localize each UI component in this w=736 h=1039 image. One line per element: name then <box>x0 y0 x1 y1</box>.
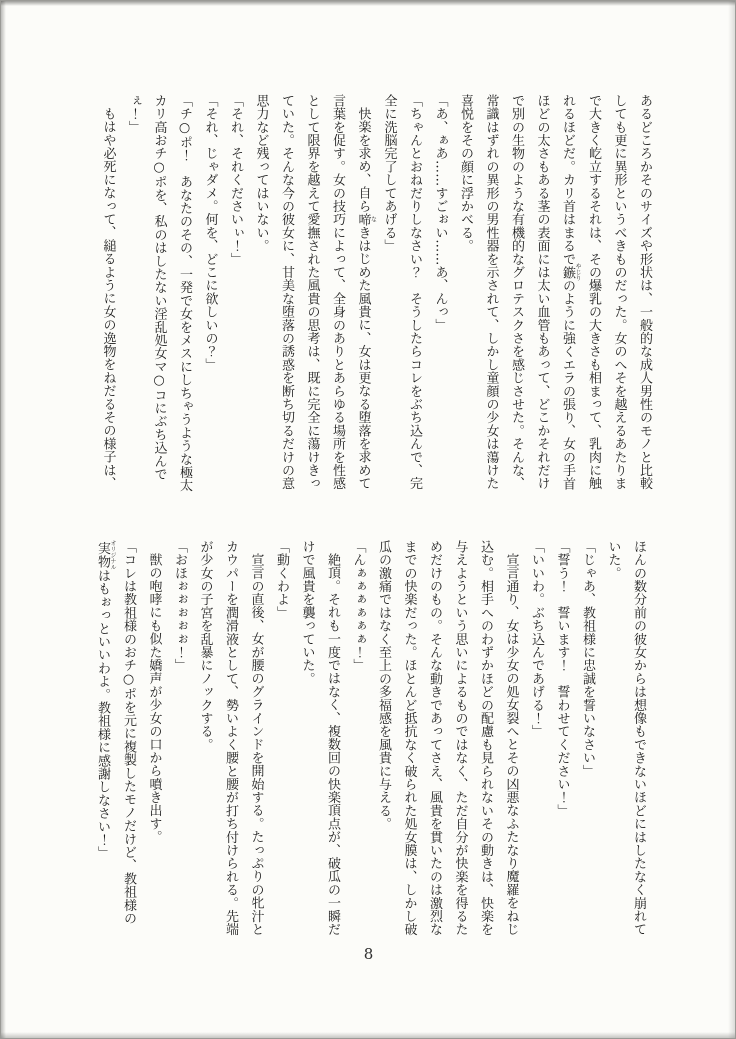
text-line: 与えようという思いによるものではなく、ただ自分が快楽を得るた <box>452 540 468 936</box>
scan-edge-left <box>1 1 6 1038</box>
text-line: 込む。相手へのわずかほどの配慮も見られないその動きは、快楽を <box>478 540 493 936</box>
text-line: 「ちゃんとおねだりしなさい？ そうしたらコレをぶち込んで、完 <box>407 94 422 490</box>
ruby-annotated-word: 実物 オリジナル <box>95 540 116 570</box>
text-line: 絶頂。それも一度ではなく、複数回の快楽頂点が、破瓜の一瞬だ <box>325 553 340 936</box>
text-line: 快楽を求め、自ら啼 なきはじめた風貴に、女は更なる堕落を求めて <box>355 107 377 490</box>
text-line: 思力など残ってはいない。 <box>253 94 269 253</box>
text-line: 宣言通り、女は少女の処女裂へとその凶悪なふたなり魔羅をねじ <box>503 553 519 936</box>
text-line: 「動くわよ」 <box>274 540 289 620</box>
text-line: で別の生物のような有機的なグロテスクさを感じさせた。そんな、 <box>509 94 524 490</box>
scan-edge-bottom <box>1 1032 735 1038</box>
ruby-annotated-word: 啼 な <box>355 212 377 226</box>
text-line: カウパーを潤滑液として、勢いよく腰と腰が打ち付けられる。先端 <box>223 540 238 936</box>
text-line: 獣の咆哮にも似た嬌声が少女の口から噴き出す。 <box>146 553 162 844</box>
text-line: しても更に異形というべきものだった。女のへそを越えるあたりま <box>611 94 627 490</box>
scan-edge-top <box>1 1 735 6</box>
text-line: ほどの太さもある茎の表面には太い血管もあって、どこかそれだけ <box>534 94 550 490</box>
text-line: 「んぁぁぁぁぁぁ！」 <box>350 540 366 672</box>
text-line: めだけのもの。そんな動きであってさえ、風貴を貫いたのは激烈な <box>427 540 442 936</box>
scan-edge-right <box>728 1 735 1038</box>
page-number: 8 <box>363 945 375 963</box>
text-line: 「コレは教祖様のおチ○ポを元に複製したモノだけど、教祖様の <box>121 540 136 925</box>
text-line: 全に洗脳完了してあげる」 <box>381 94 397 253</box>
text-line: 実物 オリジナルはもぉっといいわよ。教祖様に感謝しなさい！」 <box>95 540 116 860</box>
text-block-bottom <box>90 540 652 937</box>
text-line: ぇ！」 <box>126 94 141 134</box>
text-line: ほんの数分前の彼女からは想像もできないほどにはしたなく崩れて <box>631 540 646 936</box>
text-line: 「じゃあ、教祖様に忠誠を誓いなさい」 <box>580 540 595 778</box>
text-line: カリ高おチ○ポを、私のはしたない淫乱処女マ○コにぶち込んで <box>151 94 167 481</box>
text-line: あるどころかそのサイズや形状は、一般的な成人男性のモノと比較 <box>637 94 652 490</box>
text-line: 「チ○ポ！ あなたのその、一発で女をメスにしちゃうような極太 <box>177 94 192 492</box>
text-line: 常識はずれの異形の男性器を示されて、しかし童顔の少女は蕩けた <box>483 94 499 490</box>
text-line: もはや必死になって、縋るように女の逸物をねだるその様子は、 <box>100 107 116 490</box>
text-line: れるほどだ。カリ首はまるで鏃 やじりのように強くエラの張り、女の手首 <box>560 94 581 491</box>
text-line: 言葉を促す。女の技巧によって、全身のありとあらゆる場所を性感 <box>330 94 345 490</box>
text-line: までの快楽だった。ほとんど抵抗なく破られた処女膜は、しかし破 <box>401 540 417 936</box>
text-line: 「それ、それくださいぃ！」 <box>228 94 243 266</box>
text-line: 喜悦をその顔に浮かべる。 <box>458 94 473 253</box>
text-line: 「いいわ。ぶち込んであげる！」 <box>529 540 544 738</box>
text-line: 宣言の直後、女が腰のグラインドを開始する。たっぷりの牝汁と <box>248 553 264 936</box>
text-line: 「おほぉぉぉぉぉ！」 <box>172 540 187 672</box>
ruby-annotated-word: 鏃 やじり <box>560 263 581 282</box>
text-line: 「あ、ぁあ……すごぉい……あ、んっ」 <box>432 94 448 332</box>
text-line: 瓜の激痛ではなく至上の多福感を風貴に与える。 <box>376 540 391 831</box>
text-line: ていた。そんな今の彼女に、甘美な堕落の誘惑を断ち切るだけの意 <box>279 94 294 490</box>
text-line: として限界を越えて愛撫された風貴の思考は、既に完全に蕩けきっ <box>304 94 320 490</box>
text-line: けで風貴を襲っていた。 <box>299 540 315 686</box>
text-line: 「それ、じゃダメ。何を、どこに欲しいの？」 <box>202 94 218 372</box>
text-line: いた。 <box>605 540 621 580</box>
text-block-top <box>95 94 657 491</box>
text-line: が少女の子宮を乱暴にノックする。 <box>197 540 213 752</box>
text-line: 「誓う！ 誓います！ 誓わせてください！」 <box>554 540 570 818</box>
text-line: で大きく屹立するそれは、その爆乳の大きさも相まって、乳肉に触 <box>586 94 601 490</box>
